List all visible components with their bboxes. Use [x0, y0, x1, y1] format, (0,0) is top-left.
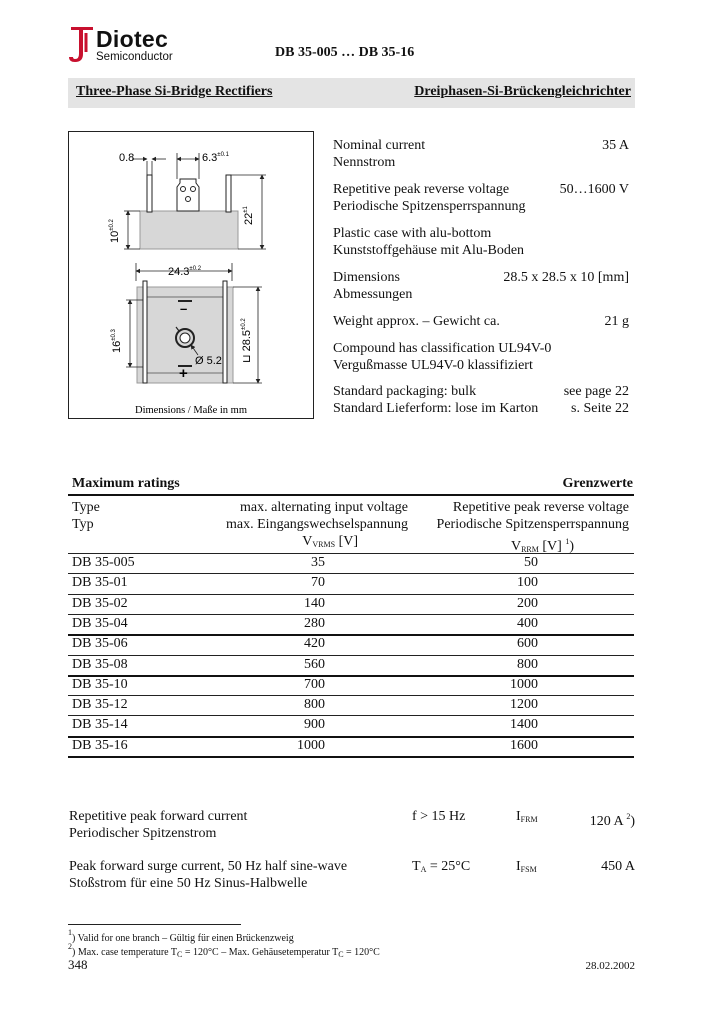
svg-text:16±0.3 [111, 328, 123, 353]
brand-subtitle: Semiconductor [96, 51, 173, 63]
ifrm-label [69, 808, 247, 842]
cell-vrrm: 1000 [510, 676, 538, 692]
dim-6.3-label: 6.3 [202, 152, 218, 164]
ifrm-value: 120 A $^2$) [589, 812, 635, 829]
cell-type: DB 35-10 [72, 676, 128, 692]
col-vrrm-de: Periodische Spitzensperrspannung [436, 517, 629, 532]
spec-value-de: s. Seite 22 [571, 401, 629, 416]
dim-28.5-tol: ±0.2 [241, 318, 247, 330]
ifsm-label [69, 858, 347, 892]
dim-10-label: 10 [109, 230, 121, 243]
diotec-logo-icon [66, 24, 96, 64]
cell-type: DB 35-08 [72, 656, 128, 672]
cell-type: DB 35-04 [72, 615, 128, 631]
spec-label: Plastic case with alu-bottom [333, 226, 492, 241]
ifsm-symbol: $I_{FSM}$ [516, 859, 537, 874]
cell-vrms: 35 [311, 555, 325, 570]
dim-22-label: 22 [243, 212, 255, 225]
spec-weight [333, 313, 629, 330]
table-rule [68, 675, 634, 677]
spec-rep-peak-reverse [333, 181, 629, 215]
footnote-rule [68, 924, 241, 925]
cell-vrms: 1000 [297, 737, 325, 753]
spec-value: 35 A [602, 138, 629, 153]
spec-label: Weight approx. – Gewicht ca. [333, 314, 500, 329]
spec-label: Standard packaging: bulk [333, 384, 477, 399]
col-type-en: Type [72, 500, 100, 515]
minus-terminal-label: – [180, 301, 188, 316]
ifsm-condition: $T_A = 25^\circ C$ [412, 859, 471, 874]
cell-type: DB 35-06 [72, 636, 128, 652]
ifrm-condition: f > 15 Hz [412, 809, 466, 824]
dim-16-label: 16 [111, 340, 123, 353]
spec-label-de: Periodische Spitzensperrspannung [333, 199, 526, 214]
cell-type: DB 35-14 [72, 717, 128, 733]
svg-text:22±1 [243, 205, 255, 225]
dim-6.3-tol: ±0.1 [217, 152, 229, 158]
ifsm-value: 450 A [601, 859, 635, 874]
col-vrms-de: max. Eingangswechselspannung [226, 517, 408, 532]
col-vrms-symbol: V [302, 534, 313, 549]
spec-label: Repetitive peak reverse voltage [333, 182, 510, 197]
spec-label-de: Abmessungen [333, 287, 413, 302]
table-rule [68, 695, 634, 696]
cell-vrrm: 100 [517, 575, 538, 591]
spec-nominal-current [333, 137, 629, 171]
cell-vrms: 420 [304, 636, 325, 652]
page-number: 348 [68, 957, 88, 972]
cell-type: DB 35-16 [72, 737, 128, 753]
dim-16-tol: ±0.3 [111, 329, 117, 341]
cell-vrms: 280 [304, 615, 325, 631]
cell-vrms: 800 [304, 697, 325, 713]
spec-value: see page 22 [563, 384, 629, 399]
ifrm-label-de: Periodischer Spitzenstrom [69, 826, 217, 841]
spec-compound [333, 340, 629, 374]
cell-vrrm: 50 [524, 555, 538, 570]
cell-vrms: 140 [304, 595, 325, 611]
spec-value: 50…1600 V [559, 182, 629, 197]
col-header-vrrm [420, 499, 629, 558]
dim-24.3-label: 24.3 [168, 266, 190, 278]
dim-24.3-tol: ±0.2 [189, 266, 202, 272]
cell-vrrm: 600 [517, 636, 538, 652]
spec-label: Nominal current [333, 138, 426, 153]
ifsm-label-de: Stoßstrom für eine 50 Hz Sinus-Halbwelle [69, 876, 308, 891]
col-vrrm-note: 1 [565, 537, 570, 546]
spec-dimensions [333, 269, 629, 303]
table-rule [68, 756, 634, 758]
ratings-heading-de: Grenzwerte [562, 476, 633, 491]
svg-text:⊔ 28.5±0.2 [241, 318, 253, 363]
spec-label: Dimensions [333, 270, 400, 285]
page-title: DB 35-005 … DB 35-16 [275, 45, 415, 60]
dim-28.5-label: ⊔ 28.5 [241, 329, 253, 363]
svg-text:10±0.2 [109, 218, 121, 243]
col-vrrm-en: Repetitive peak reverse voltage [452, 500, 629, 515]
dimension-drawing [68, 131, 314, 419]
ifsm-label-en: Peak forward surge current, 50 Hz half sine-wave [69, 859, 348, 874]
spec-label: Compound has classification UL94V-0 [333, 341, 552, 356]
spec-value: 21 g [604, 314, 629, 329]
table-rule [68, 594, 634, 595]
ifrm-symbol: $I_{FRM}$ [516, 809, 538, 824]
col-vrrm-sub: RRM [521, 545, 539, 554]
cell-vrrm: 800 [517, 656, 538, 672]
svg-text:24.3±0.2 [168, 266, 202, 278]
table-rule [68, 614, 634, 615]
ratings-heading-en: Maximum ratings [72, 476, 180, 491]
cell-vrrm: 200 [517, 595, 538, 611]
cell-vrms: 560 [304, 656, 325, 672]
cell-vrrm: 1600 [510, 737, 538, 753]
cell-vrms: 700 [304, 676, 325, 692]
col-vrms-unit: [V] [335, 534, 358, 549]
spec-case [333, 225, 629, 259]
figure-caption: Dimensions / Maße in mm [135, 405, 247, 416]
cell-type: DB 35-12 [72, 697, 128, 713]
dim-10-tol: ±0.2 [109, 219, 115, 231]
ratings-top-rule [68, 494, 634, 496]
document-date: 28.02.2002 [585, 960, 635, 972]
cell-vrms: 900 [304, 717, 325, 733]
col-header-type [72, 499, 100, 533]
table-rule [68, 634, 634, 636]
cell-type: DB 35-005 [72, 555, 135, 570]
col-vrrm-symbol: V [510, 539, 522, 554]
svg-text:6.3±0.1 [202, 152, 230, 164]
spec-label-de: Standard Lieferform: lose im Karton [333, 401, 539, 416]
spec-label-de: Vergußmasse UL94V-0 klassifiziert [333, 358, 533, 373]
spec-value: 28.5 x 28.5 x 10 [mm] [503, 270, 629, 285]
dim-5.2-label: Ø 5.2 [195, 355, 222, 367]
spec-label-de: Nennstrom [333, 155, 396, 170]
cell-vrrm: 1200 [510, 697, 538, 713]
cell-vrms: 70 [311, 575, 325, 591]
dim-22-tol: ±1 [243, 206, 249, 213]
subtitle-english: Three-Phase Si-Bridge Rectifiers [76, 84, 273, 99]
col-vrrm-close: ) [569, 539, 574, 554]
dim-0.8-label: 0.8 [119, 152, 135, 164]
table-rule [68, 736, 634, 738]
table-rule [68, 715, 634, 716]
spec-packaging [333, 383, 629, 417]
footnote-2: $^2$) Max. case temperature $T_C = 120^\circ C$ – Max. Gehäusetemperatur $T_C = 120^\circ C$ [68, 942, 380, 959]
cell-type: DB 35-01 [72, 575, 128, 591]
col-vrms-en: max. alternating input voltage [240, 500, 408, 515]
subtitle-german: Dreiphasen-Si-Brückengleichrichter [414, 84, 631, 99]
cell-type: DB 35-02 [72, 595, 128, 611]
spec-label-de: Kunststoffgehäuse mit Alu-Boden [333, 243, 525, 258]
cell-vrrm: 400 [517, 615, 538, 631]
plus-terminal-label: + [179, 365, 188, 382]
table-rule [68, 573, 634, 574]
col-type-de: Typ [72, 517, 94, 532]
cell-vrrm: 1400 [510, 717, 538, 733]
col-vrms-sub: VRMS [312, 540, 336, 549]
table-rule [68, 553, 634, 554]
table-rule [68, 655, 634, 656]
brand-name: Diotec [96, 26, 169, 52]
side-view-body [140, 211, 238, 249]
col-vrrm-unit: [V] [538, 539, 566, 554]
footnote-1: $^1$) Valid for one branch – Gültig für einen Brückenzweig [68, 928, 294, 944]
ifrm-label-en: Repetitive peak forward current [69, 809, 248, 824]
col-header-vrms [195, 499, 408, 553]
